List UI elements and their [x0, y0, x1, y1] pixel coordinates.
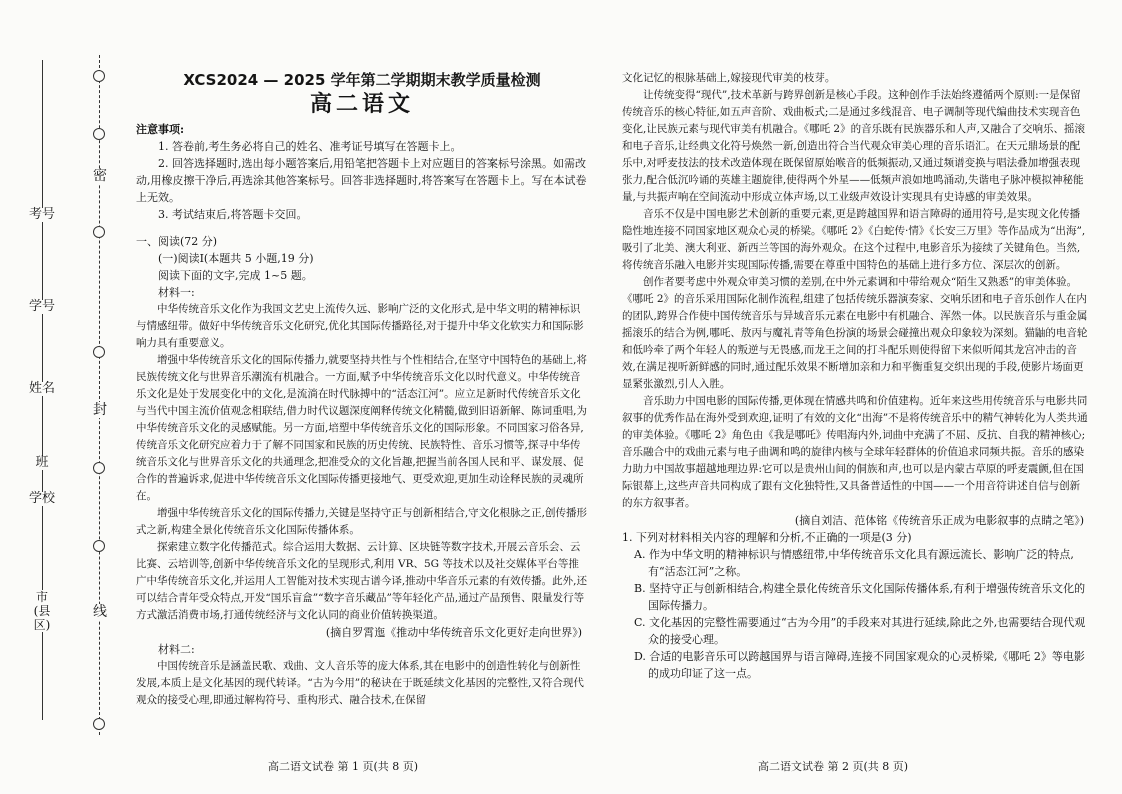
- cut-dot: [93, 462, 105, 474]
- option-b: B. 坚持守正与创新相结合,构建全景化传统音乐文化国际传播体系,有利于增强传统音乐文化的国际传播力。: [634, 582, 1086, 612]
- material-label: 材料二:: [158, 643, 195, 656]
- seal-mark: 封: [93, 402, 107, 418]
- cut-dot: [93, 718, 105, 730]
- page-1: [136, 70, 588, 709]
- field-student-no[interactable]: 学号: [28, 299, 55, 314]
- question: 1. 下列对材料相关内容的理解和分析,不正确的一项是(3 分): [622, 531, 912, 544]
- section-heading: 一、阅读(72 分): [136, 235, 218, 248]
- page-footer: 高二语文试卷 第 1 页(共 8 页): [268, 760, 419, 773]
- option-d: D. 合适的电影音乐可以跨越国界与语言障碍,连接不同国家观众的心灵桥梁,《哪吒 2》等电影的成功印证了这一点。: [634, 650, 1085, 680]
- cut-dot: [93, 70, 105, 82]
- paragraph: 创作者要考虑中外观众审美习惯的差别,在中外元素调和中带给观众“陌生又熟悉”的审美体验。《哪吒 2》的音乐采用国际化制作流程,组建了包括传统乐器演奏家、交响乐团和电子音乐创作人在内的团队,跨界合作使中国传统音乐与异域音乐元素在电影中有机融合、浑然一体。以民族音乐与重金属摇滚乐的结合为例,哪吒、敖丙与魔礼青等角色扮演的场景会碰撞出观众印象较为深刻。猫鼬的电音轮和低吟牵了两个年轻人的叛逆与无畏感,而龙王之间的打斗配乐则使得留下来似听闻其龙宫冲击的音效,在满足视听新鲜感的同时,通过配乐效果不断增加亲和力和平衡重复交织出现的手段,使影片场面更显紧张激烈,引人入胜。: [622, 276, 1088, 390]
- seal-mark: 密: [93, 168, 107, 184]
- paragraph: 增强中华传统音乐文化的国际传播力,就要坚持共性与个性相结合,在坚守中国特色的基础上,将民族传统文化与世界音乐潮流有机融合。一方面,赋予中华传统音乐文化以时代意义。中华传统音乐文化是处于发展变化中的文化,是流淌在时代脉搏中的“活态江河”。应立足新时代传统音乐文化与当代中国主流价值观念相联结,借力时代议题深度阐释传统文化精髓,做到旧语新解、陈词重唱,为中华传统音乐文化的灵感赋能。另一方面,培塑中华传统音乐文化的国际形象。不同国家习俗各异,传统音乐文化研究应着力于了解不同国家和民族的历史传统、民族特性、音乐习惯等,探寻中华传统音乐文化与世界音乐文化的共通理念,把准受众的文化旨趣,把握当前各国人民和平、谋发展、促合作的普遍诉求,促进中华传统音乐文化国际传播更接地气、更受欢迎,更加生动诠释民族的灵魂所在。: [136, 354, 588, 502]
- cut-line: [99, 55, 100, 735]
- seal-mark: 线: [93, 604, 107, 620]
- field-city[interactable]: 市(县区): [28, 590, 56, 632]
- option-c: C. 文化基因的完整性需要通过“古为今用”的手段来对其进行延续,除此之外,也需要结合现代观众的接受心理。: [634, 616, 1086, 646]
- note-item: 1. 答卷前,考生务必将自己的姓名、准考证号填写在答题卡上。: [158, 140, 462, 153]
- field-exam-no[interactable]: 考号: [28, 207, 55, 222]
- field-name[interactable]: 姓名: [28, 381, 55, 396]
- source-citation: (摘自刘洁、范体铭《传统音乐正成为电影叙事的点睛之笔》): [794, 514, 1084, 527]
- paragraph: 文化记忆的根脉基础上,嫁接现代审美的枝芽。: [622, 72, 836, 84]
- note-item: 2. 回答选择题时,选出每小题答案后,用铅笔把答题卡上对应题目的答案标号涂黑。如需改动,用橡皮擦干净后,再选涂其他答案标号。回答非选择题时,将答案写在答题卡上。写在本试卷上无效。: [136, 157, 587, 204]
- page-footer: 高二语文试卷 第 2 页(共 8 页): [758, 760, 909, 773]
- exam-title: XCS2024 — 2025 学年第二学期期末教学质量检测: [183, 71, 541, 89]
- notes-list: [136, 138, 588, 223]
- paragraph: 音乐助力中国电影的国际传播,更体现在情感共鸣和价值建构。近年来这些用传统音乐与电影共同叙事的优秀作品在海外受到欢迎,证明了有效的文化“出海”不是将传统音乐中的精气神转化为人类共通的审美体验。《哪吒 2》角色由《我是哪吒》传唱海内外,词曲中充满了不屈、反抗、自我的精神核心;音乐融合中的戏曲元素与电子曲调和鸣的旋律内核与全球年轻群体的价值追求同频共振。音乐的感染力助力中国故事超越地理边界:它可以是贵州山间的侗族和声,也可以是内蒙古草原的呼麦震颤,但在国际银幕上,这些声音共同构成了跟有文化独特性,又具备普适性的中国——一个用音符讲述自信与创新的东方叙事者。: [622, 395, 1088, 509]
- source-citation: (摘自罗霄迤《推动中华传统音乐文化更好走向世界》): [325, 626, 582, 639]
- cut-dot: [93, 226, 105, 238]
- note-item: 3. 考试结束后,将答题卡交回。: [158, 208, 308, 221]
- subsection-heading: (一)阅读Ⅰ(本题共 5 小题,19 分): [158, 252, 314, 265]
- field-class[interactable]: 班: [28, 456, 56, 470]
- cut-dot: [93, 540, 105, 552]
- paragraph: 探索建立数字化传播范式。综合运用大数据、云计算、区块链等数字技术,开展云音乐会、云比赛、云培训等,创新中华传统音乐文化的呈现形式,利用 VR、5G 等技术以及社交媒体平台等推广中华传统音乐文化,并运用人工智能对技术实现古谱今译,推动中华音乐元素的有效传播。此外,还可以结合青年受众特点,开发“国乐盲盒”“数字音乐藏品”等年轻化产品,通过产品预售、限量发行等方式激活消费市场,打通传统经济与文化认同的商业价值转换渠道。: [136, 541, 588, 621]
- paragraph: 中国传统音乐是涵盖民歌、戏曲、文人音乐等的庞大体系,其在电影中的创造性转化与创新性发展,本质上是文化基因的现代转译。“古为今用”的秘诀在于既延续文化基因的完整性,又符合现代观众的接受心理,即通过解构符号、重构形式、融合技术,在保留: [136, 660, 584, 706]
- material-label: 材料一:: [158, 286, 195, 299]
- option-a: A. 作为中华文明的精神标识与情感纽带,中华传统音乐文化具有源远流长、影响广泛的特点,有“活态江河”之称。: [634, 548, 1074, 578]
- paragraph: 中华传统音乐文化作为我国文艺史上流传久远、影响广泛的文化形式,是中华文明的精神标识与情感纽带。做好中华传统音乐文化研究,优化其国际传播路径,对于提升中华文化软实力和国际影响力具有重要意义。: [136, 303, 584, 349]
- cut-dot: [93, 128, 105, 140]
- paragraph: 音乐不仅是中国电影艺术创新的重要元素,更是跨越国界和语言障碍的通用符号,是实现文化传播隐性地连接不同国家地区观众心灵的桥梁。《哪吒 2》《白蛇传·情》《长安三万里》等作品成为“出海”,吸引了北美、澳大利亚、新西兰等国的海外观众。在这个过程中,电影音乐为接续了关键角色。当然,将传统音乐融入电影并实现国际传播,需要在尊重中国特色的基础上进行多方位、深层次的创新。: [622, 208, 1086, 271]
- cut-dot: [93, 346, 105, 358]
- paragraph: 让传统变得“现代”,技术革新与跨界创新是核心手段。这种创作手法始终遵循两个原则:一是保留传统音乐的核心特征,如五声音阶、戏曲板式;二是通过多线混音、电子调制等现代编曲技术实现音色变化,让民族元素与现代审美有机融合。《哪吒 2》的音乐既有民族器乐和人声,又融合了交响乐、摇滚和电子音乐,让经典文化符号焕然一新,创造出符合当代观众审美心理的音乐语汇。在天元鼎场景的配乐中,对呼麦技法的技术改造体现在既保留原始喉音的低频振动,又通过频谱变换与唱法叠加增强表现张力,配合低沉吟诵的英雄主题旋律,使得两个外星——低频声浪如地鸣涌动,失谐电子脉冲模拟神秘能量,与共振声响在空间流动中形成立体声场,以工业级声效设计实现具有史诗感的审美效果。: [622, 89, 1085, 203]
- field-school[interactable]: 学校: [28, 491, 55, 506]
- paragraph: 增强中华传统音乐文化的国际传播力,关键是坚持守正与创新相结合,守文化根脉之正,创传播形式之新,构建全景化传统音乐文化国际传播体系。: [136, 507, 588, 536]
- instruction: 阅读下面的文字,完成 1~5 题。: [158, 269, 313, 282]
- notes-heading: 注意事项:: [136, 123, 185, 136]
- page-2: [622, 70, 1090, 682]
- subject-title: 高二语文: [309, 91, 414, 117]
- binding-strip: [0, 0, 132, 794]
